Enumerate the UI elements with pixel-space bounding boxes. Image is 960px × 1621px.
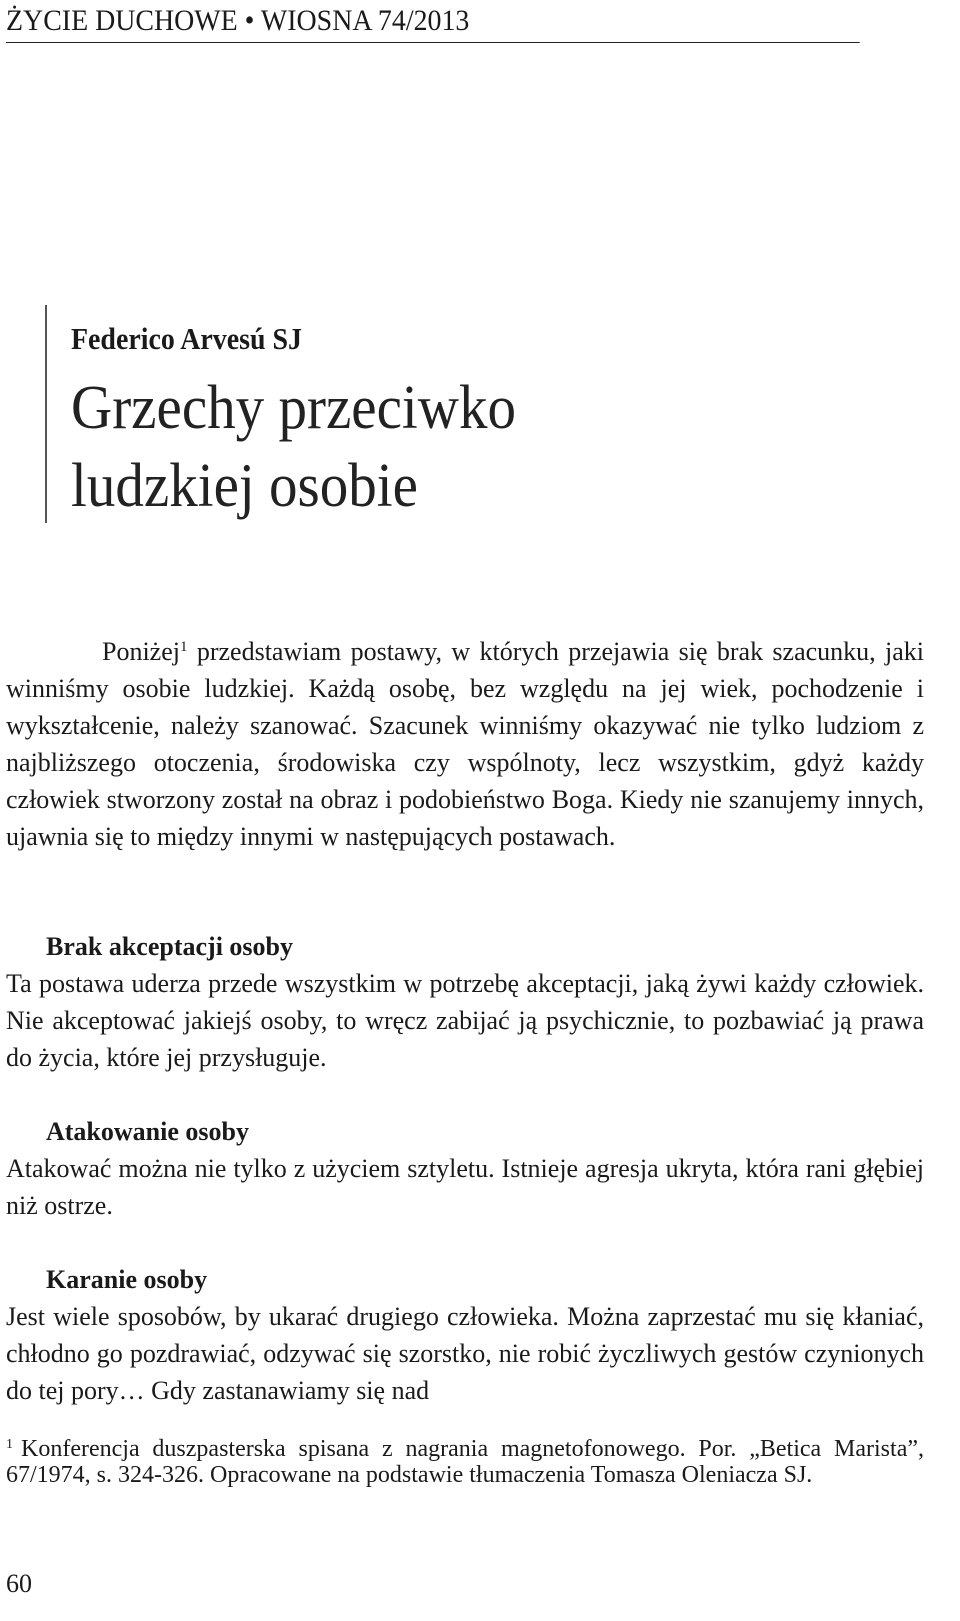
section-3 <box>6 1261 924 1409</box>
article-title-line-2: ludzkiej osobie <box>71 452 418 520</box>
section-2 <box>6 1113 924 1224</box>
intro-text: przedstawiam postawy, w których przejawia się brak szacunku, jaki winniśmy osobie ludzkiej. Każdą osobę, bez względu na jej wiek, pochodzenie i wykształcenie, należy szanować. Szacunek winniśmy okazywać nie tylko ludziom z najbliższego otoczenia, środowiska czy wspólnoty, lecz wszystkim, gdyż każdy człowiek stworzony został na obraz i podobieństwo Boga. Kiedy nie szanujemy innych, ujawnia się to między innymi w następujących postawach. <box>6 637 924 851</box>
section-text: Jest wiele sposobów, by ukarać drugiego człowieka. Można zaprzestać mu się kłaniać, chłodno go pozdrawiać, odzywać się szorstko, nie robić życzliwych gestów czynionych do tej pory… Gdy zastanawiamy się nad <box>6 1302 924 1405</box>
page-number: 60 <box>6 1569 32 1598</box>
section-heading: Karanie osoby <box>46 1265 208 1294</box>
title-block <box>45 305 555 523</box>
intro-lead-word: Poniżej <box>102 637 180 666</box>
footnote-reference: 1 <box>180 639 188 655</box>
section-text: Ta postawa uderza przede wszystkim w potrzebę akceptacji, jaką żywi każdy człowiek. Nie akceptować jakiejś osoby, to wręcz zabijać ją psychicznie, to pozbawiać ją prawa do życia, które jej przysługuje. <box>6 969 924 1072</box>
running-header: ŻYCIE DUCHOWE • WIOSNA 74/2013 <box>6 2 860 43</box>
article-author: Federico Arvesú SJ <box>71 321 302 356</box>
section-heading: Brak akceptacji osoby <box>46 932 293 961</box>
intro-paragraph <box>6 633 924 855</box>
section-heading: Atakowanie osoby <box>46 1117 249 1146</box>
footnote-text: Konferencja duszpasterska spisana z nagrania magnetofonowego. Por. „Betica Marista”, 67/1974, s. 324-326. Opracowane na podstawie tłumaczenia Tomasza Oleniacza SJ. <box>6 1436 924 1488</box>
article-title-line-1: Grzechy przeciwko <box>71 374 516 442</box>
section-1 <box>6 928 924 1076</box>
footnote <box>6 1436 924 1488</box>
footnote-mark: 1 <box>6 1437 13 1452</box>
section-text: Atakować można nie tylko z użyciem sztyletu. Istnieje agresja ukryta, która rani głębiej niż ostrze. <box>6 1154 924 1220</box>
